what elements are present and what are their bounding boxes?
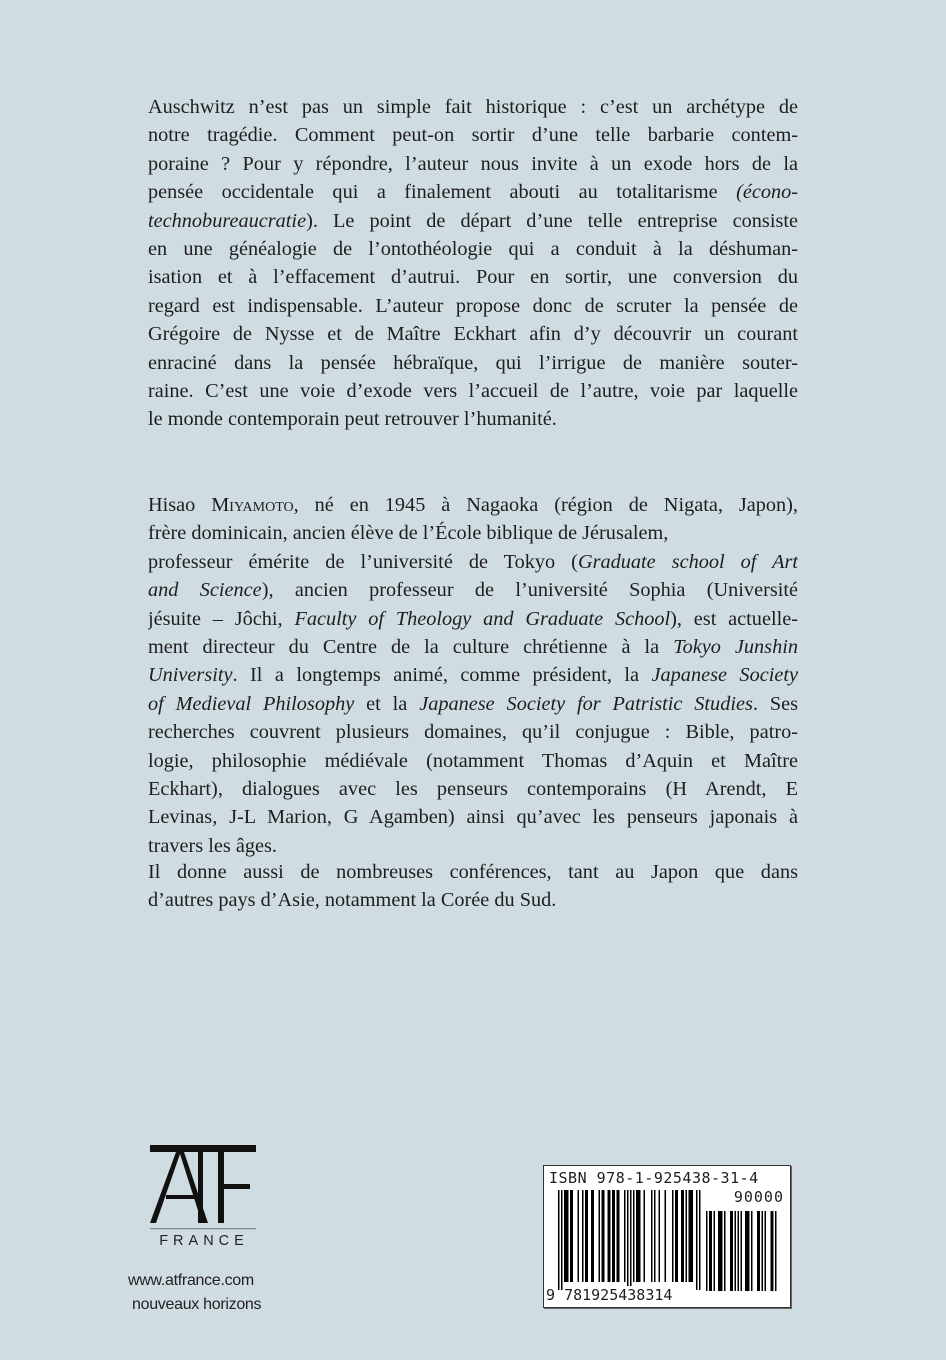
book-summary — [148, 93, 798, 434]
text-segment: Il donne aussi de nombreuses conférences, tant au Japon que dans — [148, 861, 798, 883]
barcode-bar — [567, 1190, 569, 1282]
addon-bar — [706, 1211, 708, 1291]
text-segment: jésuite – Jôchi, — [148, 607, 295, 630]
text-segment: travers les âges. — [148, 834, 277, 857]
italic-text: Faculty of Theology and Graduate School — [294, 607, 671, 630]
text-line — [148, 235, 798, 263]
isbn-label: ISBN 978-1-925438-31-4 — [549, 1169, 759, 1187]
text-line — [148, 405, 798, 433]
barcode-digits-left: 781925 — [564, 1286, 619, 1304]
addon-bar — [730, 1211, 732, 1291]
text-segment: poraine ? Pour y répondre, l’auteur nous invite à un exode hors de la — [148, 152, 798, 175]
text-segment: pensée occidentale qui a finalement abouti au totalitarisme — [148, 181, 737, 204]
barcode-bar — [591, 1190, 593, 1282]
addon-bar — [751, 1211, 753, 1291]
text-line — [148, 491, 798, 519]
publisher-website-link[interactable]: www.atfrance.com — [128, 1272, 254, 1289]
addon-bar — [762, 1211, 764, 1291]
barcode-bar — [627, 1190, 629, 1290]
barcode-bar — [609, 1190, 611, 1282]
text-segment: professeur émérite de l’université de Tokyo ( — [148, 550, 578, 573]
atf-logo — [140, 1140, 260, 1235]
italic-text: technobureaucratie — [148, 209, 307, 232]
barcode-bar — [683, 1190, 685, 1282]
text-line — [148, 747, 798, 775]
addon-bar — [745, 1211, 747, 1291]
italic-text: (écono- — [736, 181, 798, 204]
text-segment: ), ancien professeur de l’université Sophia (Université — [261, 579, 798, 602]
text-segment: recherches couvrent plusieurs domaines, qu’il conjugue : Bible, patro- — [148, 721, 798, 744]
barcode-bar — [603, 1190, 605, 1282]
text-segment: d’autres pays d’Asie, notamment la Corée du Sud. — [148, 889, 557, 912]
text-line — [148, 886, 798, 914]
text-line — [148, 690, 798, 718]
author-biography — [148, 491, 798, 860]
text-line — [148, 718, 798, 746]
italic-text: of Medieval Philosophy — [148, 692, 355, 715]
barcode-bar — [677, 1190, 679, 1282]
barcode-bar — [587, 1190, 589, 1282]
text-line — [148, 832, 798, 860]
addon-bar — [721, 1211, 723, 1291]
text-segment: Eckhart), dialogues avec les penseurs contemporains (H Arendt, E — [148, 777, 798, 800]
barcode-bar — [578, 1190, 580, 1282]
barcode-bar — [699, 1190, 701, 1290]
barcode-bar — [681, 1190, 683, 1282]
small-caps-name: Miyamoto — [211, 494, 294, 516]
text-segment: enraciné dans la pensée hébraïque, qui l’irrigue de manière souter- — [148, 351, 798, 374]
text-line — [148, 121, 798, 149]
addon-bar — [757, 1211, 759, 1291]
barcode-bar — [692, 1190, 694, 1282]
text-segment: Hisao — [148, 494, 212, 516]
addon-bar — [775, 1211, 777, 1291]
barcode-digits — [546, 1286, 672, 1304]
barcode-bar — [630, 1190, 632, 1290]
italic-text: Graduate school of Art — [577, 550, 798, 573]
text-line — [148, 178, 798, 206]
barcode-bar — [659, 1190, 661, 1282]
addon-bar — [738, 1211, 740, 1291]
barcode-bar — [617, 1190, 619, 1282]
barcode-bar — [624, 1190, 626, 1282]
barcode-bar — [638, 1190, 640, 1282]
barcode-addon-digits: 90000 — [733, 1188, 784, 1206]
text-segment: isation et à l’effacement d’autrui. Pour en sortir, une conversion du — [148, 266, 798, 289]
text-segment: frère dominicain, ancien élève de l’École biblique de Jérusalem, — [148, 522, 669, 545]
text-line — [148, 292, 798, 320]
text-line — [148, 519, 798, 547]
text-line — [148, 548, 798, 576]
addon-bar — [735, 1211, 737, 1291]
barcode-bar — [651, 1190, 653, 1282]
text-segment: Levinas, J-L Marion, G Agamben) ainsi qu’avec les penseurs japonais à — [148, 806, 798, 829]
italic-text: University — [148, 664, 233, 687]
barcode-bar — [608, 1190, 610, 1282]
addon-bar — [724, 1211, 726, 1291]
barcode-bar — [599, 1190, 601, 1282]
barcode-bar — [572, 1190, 574, 1282]
addon-bar — [711, 1211, 713, 1291]
italic-text: Tokyo Junshin — [673, 635, 798, 658]
text-segment: , né en 1945 à Nagaoka (région de Nigata, Japon), — [293, 494, 798, 516]
text-line — [148, 377, 798, 405]
barcode-bar — [633, 1190, 635, 1282]
text-line — [148, 349, 798, 377]
barcode-bar — [570, 1190, 572, 1282]
barcode-bar — [558, 1190, 560, 1290]
addon-bar — [771, 1211, 773, 1291]
barcode-bar — [602, 1190, 604, 1282]
isbn-barcode — [543, 1165, 791, 1308]
text-line — [148, 207, 798, 235]
barcode-bar — [696, 1190, 698, 1290]
addon-bar — [772, 1211, 774, 1291]
text-segment: le monde contemporain peut retrouver l’humanité. — [148, 408, 557, 431]
text-segment: ), est actuelle- — [670, 607, 798, 630]
barcode-bar — [636, 1190, 638, 1282]
barcode-bar — [675, 1190, 677, 1282]
text-line — [148, 93, 798, 121]
text-segment: Auschwitz n’est pas un simple fait historique : c’est un archétype de — [148, 96, 798, 118]
text-segment: notre tragédie. Comment peut-on sortir d’une telle barbarie contem- — [148, 124, 798, 147]
addon-bar — [759, 1211, 761, 1291]
barcode-bar — [585, 1190, 587, 1282]
publisher-country: FRANCE — [159, 1233, 249, 1249]
text-segment: ). Le point de départ d’une telle entreprise consiste — [306, 209, 798, 232]
barcode-bar — [654, 1190, 656, 1282]
barcode-bar — [566, 1190, 568, 1282]
text-line — [148, 775, 798, 803]
barcode-bar — [618, 1190, 620, 1282]
barcode-bar — [672, 1190, 674, 1282]
barcode-bar — [564, 1190, 566, 1282]
barcode-bar — [689, 1190, 691, 1282]
barcode-bar — [561, 1190, 563, 1290]
author-conferences — [148, 858, 798, 915]
text-segment: ment directeur du Centre de la culture chrétienne à la — [148, 635, 674, 658]
barcode-digit-first: 9 — [546, 1286, 556, 1304]
text-segment: . Il a longtemps animé, comme président, la — [232, 664, 652, 687]
addon-bar — [714, 1211, 716, 1291]
barcode-bar — [612, 1190, 614, 1282]
text-line — [148, 858, 798, 886]
text-line — [148, 661, 798, 689]
text-segment: raine. C’est une voie d’exode vers l’accueil de l’autre, voie par laquelle — [148, 379, 798, 402]
barcode-bar — [686, 1190, 688, 1282]
text-line — [148, 803, 798, 831]
italic-text: Japanese Society — [651, 664, 798, 687]
text-line — [148, 150, 798, 178]
text-segment: Grégoire de Nysse et de Maître Eckhart afin d’y découvrir un courant — [148, 323, 798, 346]
addon-bar — [765, 1211, 767, 1291]
italic-text: and Science — [148, 579, 262, 602]
barcode-digits-right: 438314 — [618, 1286, 673, 1304]
text-segment: et la — [354, 692, 420, 715]
addon-bar — [709, 1211, 711, 1291]
addon-bar — [718, 1211, 720, 1291]
text-segment: regard est indispensable. L’auteur propose donc de scruter la pensée de — [148, 294, 798, 317]
italic-text: Japanese Society for Patristic Studies — [419, 692, 753, 715]
text-segment: logie, philosophie médiévale (notamment Thomas d’Aquin et Maître — [148, 749, 798, 772]
text-line — [148, 605, 798, 633]
barcode-bar — [582, 1190, 584, 1282]
text-segment: . Ses — [752, 692, 798, 715]
text-line — [148, 320, 798, 348]
text-line — [148, 263, 798, 291]
barcode-bar — [614, 1190, 616, 1282]
text-line — [148, 633, 798, 661]
addon-bar — [748, 1211, 750, 1291]
text-line — [148, 576, 798, 604]
barcode-bar — [690, 1190, 692, 1282]
barcode-bar — [665, 1190, 667, 1282]
barcode-bar — [639, 1190, 641, 1282]
barcode-bar — [644, 1190, 646, 1282]
collection-name: nouveaux horizons — [132, 1296, 262, 1313]
addon-bar — [747, 1211, 749, 1291]
addon-bar — [741, 1211, 743, 1291]
addon-bar — [720, 1211, 722, 1291]
text-segment: en une généalogie de l’ontothéologie qui a conduit à la déshuman- — [148, 237, 798, 260]
barcode-bar — [593, 1190, 595, 1282]
addon-bar — [732, 1211, 734, 1291]
